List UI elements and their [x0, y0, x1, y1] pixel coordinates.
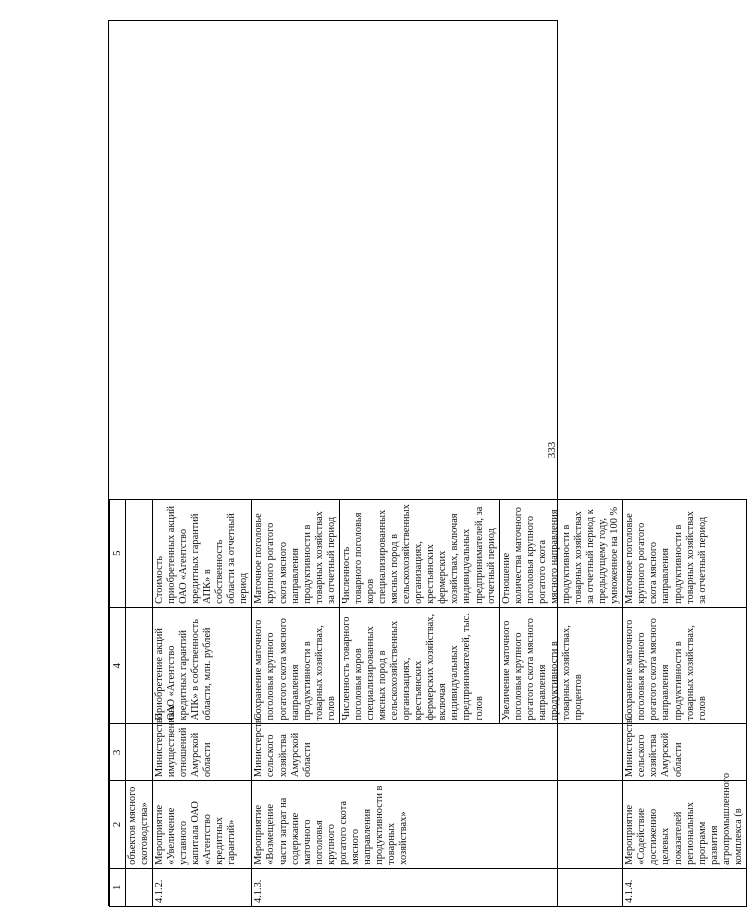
subheader-empty-cell	[125, 607, 152, 724]
subheader-empty-cell	[125, 724, 152, 781]
indicator-cell: Отношение количества маточного поголовья крупного рогатого скота мясного направления продуктивности в товарных хозяйствах за отчетный период к предыдущему году, умноженное на 100 %	[499, 499, 623, 607]
indicator-cell: Стоимость приобретенных акций ОАО «Агентство кредитных гарантий АПК» в собственность области за отчетный период	[152, 499, 252, 607]
header-cell-1: 1	[110, 868, 126, 906]
subheader-empty-cell	[125, 499, 152, 607]
table-row	[252, 22, 339, 907]
header-cell-3: 3	[110, 724, 126, 781]
event-cell: Мероприятие «Содействие достижению целевых показателей региональных программ развития агропромышленного комплекса (в	[623, 781, 747, 869]
header-row	[110, 22, 126, 907]
executor-cell: Министерство имущественных отношений Амурской области	[152, 724, 252, 781]
indicator-cell: Маточное поголовье крупного рогатого скота мясного направления продуктивности в товарных хозяйствах за отчетный период	[252, 499, 339, 607]
executor-cell: Министерство сельского хозяйства Амурской области	[252, 724, 623, 781]
event-cell: Мероприятие «Увеличение уставного капитала ОАО «Агентство кредитных гарантий»	[152, 781, 252, 869]
header-cell-4: 4	[110, 607, 126, 724]
page-number: 333	[546, 441, 558, 459]
row-number: 4.1.3.	[252, 868, 623, 906]
indicator-cell: Маточное поголовье крупного рогатого скота мясного направления продуктивности в товарных хозяйствах за отчетный период	[623, 499, 747, 607]
subheader-empty-cell	[125, 868, 152, 906]
program-table-frame	[108, 20, 744, 906]
result-cell: Численность товарного поголовья коров специализированных мясных пород в сельскохозяйственных организациях, крестьянских фермерских хозяйствах, включая индивидуальных предпринимателей, тыс. голов	[339, 607, 499, 724]
executor-cell: Министерство сельского хозяйства Амурской области	[623, 724, 747, 781]
row-number: 4.1.4.	[623, 868, 747, 906]
header-cell-2: 2	[110, 781, 126, 869]
row-number: 4.1.2.	[152, 868, 252, 906]
table-row	[623, 22, 747, 907]
program-table	[109, 21, 747, 907]
event-cell: Мероприятие «Возмещение части затрат на содержание маточного поголовья крупного рогатого скота мясного направления продуктивности в товарных хозяйствах»	[252, 781, 623, 869]
subheader-row	[125, 22, 152, 907]
header-cell-5: 5	[110, 499, 126, 607]
result-cell: Сохранение маточного поголовья крупного рогатого скота мясного направления продуктивности в товарных хозяйствах, голов	[252, 607, 339, 724]
table-row	[152, 22, 252, 907]
result-cell: Приобретение акций ОАО «Агентство кредитных гарантий АПК» в собственность области, млн. рублей	[152, 607, 252, 724]
result-cell: Сохранение маточного поголовья крупного рогатого скота мясного направления продуктивности в товарных хозяйствах, голов	[623, 607, 747, 724]
result-cell: Увеличение маточного поголовья крупного рогатого скота мясного направления продуктивности в товарных хозяйствах, процентов	[499, 607, 623, 724]
subheader-cell: объектов мясного скотоводства»	[125, 781, 152, 869]
indicator-cell: Численность товарного поголовья коров специализированных мясных пород в сельскохозяйственных организациях, крестьянских фермерских хозяйствах, включая индивидуальных предпринимателей, за отчетный период	[339, 499, 499, 607]
